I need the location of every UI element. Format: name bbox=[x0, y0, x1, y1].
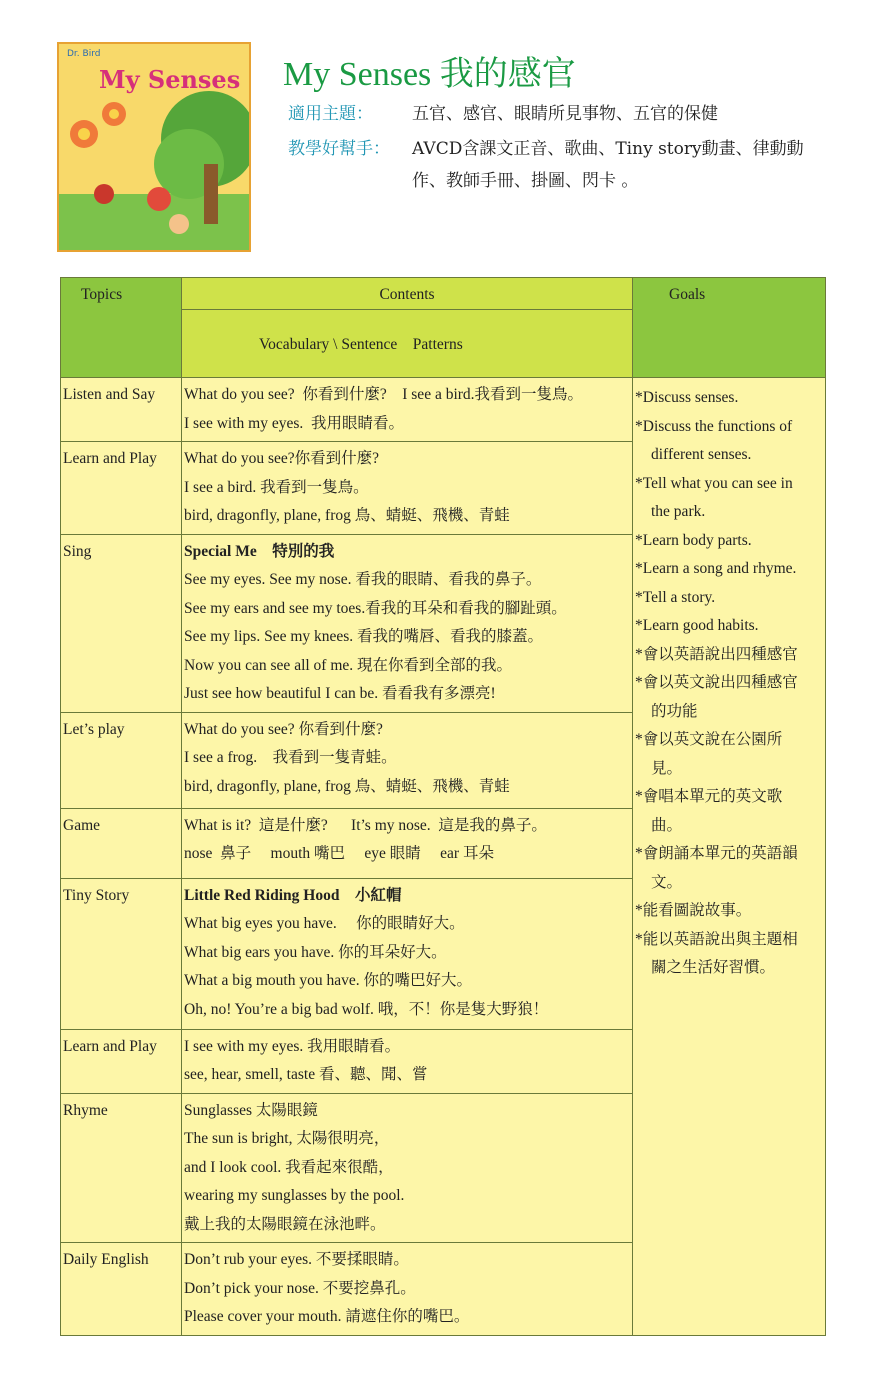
goal-item: *能以英語說出與主題相 bbox=[635, 930, 798, 948]
content-line: bird, dragonfly, plane, frog 鳥、蜻蜓、飛機、青蛙 bbox=[184, 777, 510, 795]
cover-title: My Senses bbox=[99, 65, 241, 94]
header-subtitle-label: Vocabulary \ Sentence Patterns bbox=[258, 336, 463, 353]
content-line: Please cover your mouth. 請遮住你的嘴巴。 bbox=[184, 1308, 470, 1325]
header-contents-label: Contents bbox=[379, 286, 435, 303]
goal-item: the park. bbox=[651, 503, 706, 520]
goal-item: *Discuss senses. bbox=[635, 389, 739, 406]
goal-item: *會朗誦本單元的英語韻 bbox=[635, 845, 798, 862]
content-line: Don’t pick your nose. 不要挖鼻孔。 bbox=[184, 1279, 416, 1297]
content-line: What big ears you have. 你的耳朵好大。 bbox=[184, 943, 447, 961]
content-line: What do you see? 你看到什麼? I see a bird.我看到一隻鳥。 bbox=[184, 386, 584, 403]
content-line: What do you see?你看到什麼? bbox=[184, 450, 379, 467]
content-line: I see with my eyes. 我用眼睛看。 bbox=[184, 414, 404, 432]
goal-item: *Learn good habits. bbox=[635, 617, 759, 634]
row-content bbox=[182, 378, 633, 442]
content-line: What a big mouth you have. 你的嘴巴好大。 bbox=[184, 972, 472, 989]
row-topic: Game bbox=[61, 808, 182, 878]
theme-row bbox=[288, 98, 848, 130]
goal-item: *會以英文說在公園所 bbox=[635, 731, 783, 748]
goal-item: 的功能 bbox=[651, 702, 698, 720]
content-line: see, hear, smell, taste 看、聽、聞、嘗 bbox=[184, 1066, 428, 1083]
row-topic: Learn and Play bbox=[61, 442, 182, 535]
content-line: Just see how beautiful I can be. 看看我有多漂亮! bbox=[184, 685, 496, 702]
cover-illustration bbox=[59, 44, 249, 250]
goals-cell bbox=[633, 378, 826, 1336]
row-content bbox=[182, 534, 633, 712]
goal-item: different senses. bbox=[651, 446, 752, 463]
header-goals-label: Goals bbox=[669, 286, 706, 303]
goal-item: *能看圖說故事。 bbox=[635, 902, 752, 919]
goal-item: *會唱本單元的英文歌 bbox=[635, 788, 783, 805]
content-line: Sunglasses 太陽眼鏡 bbox=[184, 1101, 318, 1119]
header-topics bbox=[61, 278, 182, 378]
content-line: What is it? 這是什麼? It’s my nose. 這是我的鼻子。 bbox=[184, 816, 547, 834]
aids-label: 教學好幫手： bbox=[288, 139, 390, 159]
content-line: See my lips. See my knees. 看我的嘴唇、看我的膝蓋。 bbox=[184, 628, 544, 645]
content-line: The sun is bright, 太陽很明亮， bbox=[184, 1130, 390, 1147]
row-topic: Tiny Story bbox=[61, 878, 182, 1029]
content-line: and I look cool. 我看起來很酷， bbox=[184, 1158, 394, 1176]
row-content bbox=[182, 808, 633, 878]
content-line: See my ears and see my toes.看我的耳朵和看我的腳趾頭。 bbox=[184, 599, 567, 617]
header-subtitle bbox=[182, 310, 633, 378]
row-topic: Let’s play bbox=[61, 712, 182, 808]
header-topics-label: Topics bbox=[81, 286, 123, 303]
content-line: wearing my sunglasses by the pool. bbox=[184, 1187, 405, 1204]
row-content bbox=[182, 442, 633, 535]
aids-row bbox=[288, 133, 848, 197]
theme-label: 適用主題： bbox=[288, 104, 373, 124]
row-content bbox=[182, 1029, 633, 1093]
page-title: My Senses 我的感官 bbox=[283, 56, 576, 93]
goal-item: *Learn body parts. bbox=[635, 531, 752, 549]
goal-item: 關之生活好習慣。 bbox=[651, 959, 776, 976]
goal-item: 文。 bbox=[651, 873, 683, 891]
theme-value: 五官、感官、眼睛所見事物、五官的保健 bbox=[412, 104, 718, 124]
content-line: 戴上我的太陽眼鏡在泳池畔。 bbox=[184, 1215, 386, 1233]
row-topic: Sing bbox=[61, 534, 182, 712]
goal-item: *會以英語說出四種感官 bbox=[635, 645, 798, 663]
goal-item: *Tell a story. bbox=[635, 588, 716, 606]
content-line: Now you can see all of me. 現在你看到全部的我。 bbox=[184, 656, 513, 674]
content-line: I see a frog. 我看到一隻青蛙。 bbox=[184, 749, 397, 766]
row-topic: Daily English bbox=[61, 1243, 182, 1336]
content-line: bird, dragonfly, plane, frog 鳥、蜻蜓、飛機、青蛙 bbox=[184, 507, 510, 524]
content-line: Don’t rub your eyes. 不要揉眼睛。 bbox=[184, 1251, 409, 1268]
content-line: nose 鼻子 mouth 嘴巴 eye 眼睛 ear 耳朵 bbox=[184, 845, 494, 862]
row-content bbox=[182, 712, 633, 808]
content-line: What big eyes you have. 你的眼睛好大。 bbox=[184, 915, 465, 932]
content-line: Oh, no! You’re a big bad wolf. 哦，不！你是隻大野狼！ bbox=[184, 1000, 549, 1018]
content-line: What do you see? 你看到什麼? bbox=[184, 720, 383, 738]
goal-item: *會以英文說出四種感官 bbox=[635, 674, 798, 691]
row-topic: Listen and Say bbox=[61, 378, 182, 442]
content-line: I see a bird. 我看到一隻鳥。 bbox=[184, 478, 369, 496]
goal-item: *Discuss the functions of bbox=[635, 417, 793, 435]
story-title: Little Red Riding Hood 小紅帽 bbox=[184, 886, 402, 904]
goal-item: 見。 bbox=[651, 759, 683, 777]
cover-image bbox=[57, 42, 251, 252]
curriculum-table bbox=[60, 277, 826, 1336]
song-title: Special Me 特別的我 bbox=[184, 542, 335, 560]
row-topic: Learn and Play bbox=[61, 1029, 182, 1093]
header-contents bbox=[182, 278, 633, 310]
aids-value: AVCD含課文正音、歌曲、Tiny story動畫、律動動作、教師手冊、掛圖、閃卡 。 bbox=[412, 139, 804, 191]
goal-item: *Learn a song and rhyme. bbox=[635, 560, 797, 577]
header-goals bbox=[633, 278, 826, 378]
row-content bbox=[182, 1243, 633, 1336]
row-content bbox=[182, 878, 633, 1029]
row-topic: Rhyme bbox=[61, 1093, 182, 1243]
content-line: I see with my eyes. 我用眼睛看。 bbox=[184, 1037, 401, 1055]
row-content bbox=[182, 1093, 633, 1243]
cover-brand: Dr. Bird bbox=[67, 49, 101, 59]
content-line: See my eyes. See my nose. 看我的眼睛、看我的鼻子。 bbox=[184, 571, 542, 588]
goal-item: *Tell what you can see in bbox=[635, 474, 793, 492]
goal-item: 曲。 bbox=[651, 816, 683, 834]
